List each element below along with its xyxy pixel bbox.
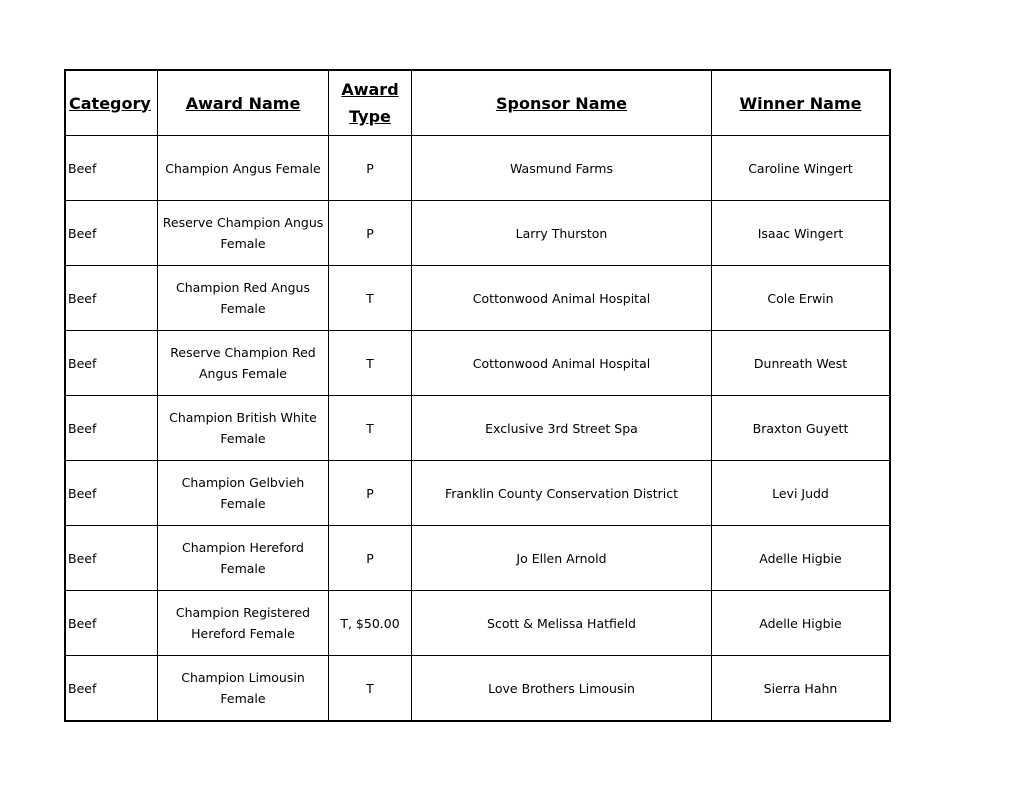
cell-award-name: Champion Limousin Female [158,656,329,721]
cell-winner-name: Levi Judd [712,461,890,526]
cell-award-name: Champion British White Female [158,396,329,461]
table-row [66,461,890,526]
header-winner-name: Winner Name [712,71,890,136]
cell-category: Beef [66,656,158,721]
table-row [66,266,890,331]
cell-category: Beef [66,331,158,396]
cell-winner-name: Braxton Guyett [712,396,890,461]
cell-award-name: Champion Angus Female [158,136,329,201]
cell-award-name: Champion Red Angus Female [158,266,329,331]
table-row [66,201,890,266]
cell-winner-name: Dunreath West [712,331,890,396]
cell-award-type: T [329,266,412,331]
cell-award-name: Champion Gelbvieh Female [158,461,329,526]
cell-sponsor-name: Cottonwood Animal Hospital [412,331,712,396]
cell-award-name: Champion Registered Hereford Female [158,591,329,656]
cell-award-name: Reserve Champion Angus Female [158,201,329,266]
table-row [66,591,890,656]
cell-sponsor-name: Cottonwood Animal Hospital [412,266,712,331]
cell-winner-name: Caroline Wingert [712,136,890,201]
table-row [66,526,890,591]
header-sponsor-name: Sponsor Name [412,71,712,136]
cell-award-type: P [329,461,412,526]
cell-winner-name: Sierra Hahn [712,656,890,721]
cell-award-type: P [329,201,412,266]
cell-award-type: T [329,656,412,721]
cell-award-type: P [329,526,412,591]
cell-sponsor-name: Jo Ellen Arnold [412,526,712,591]
cell-winner-name: Adelle Higbie [712,591,890,656]
cell-winner-name: Adelle Higbie [712,526,890,591]
cell-category: Beef [66,201,158,266]
cell-category: Beef [66,526,158,591]
cell-sponsor-name: Wasmund Farms [412,136,712,201]
cell-sponsor-name: Love Brothers Limousin [412,656,712,721]
cell-award-type: T [329,396,412,461]
cell-sponsor-name: Larry Thurston [412,201,712,266]
cell-category: Beef [66,461,158,526]
cell-award-type: P [329,136,412,201]
cell-award-type: T [329,331,412,396]
header-category: Category [66,71,158,136]
cell-category: Beef [66,591,158,656]
table-row [66,136,890,201]
header-award-type: Award Type [329,71,412,136]
cell-sponsor-name: Scott & Melissa Hatfield [412,591,712,656]
cell-sponsor-name: Exclusive 3rd Street Spa [412,396,712,461]
cell-award-name: Reserve Champion Red Angus Female [158,331,329,396]
cell-winner-name: Isaac Wingert [712,201,890,266]
cell-award-name: Champion Hereford Female [158,526,329,591]
cell-award-type: T, $50.00 [329,591,412,656]
table-row [66,656,890,721]
awards-table-container [65,70,890,721]
cell-winner-name: Cole Erwin [712,266,890,331]
cell-sponsor-name: Franklin County Conservation District [412,461,712,526]
table-row [66,396,890,461]
cell-category: Beef [66,136,158,201]
awards-table [65,70,890,721]
header-award-name: Award Name [158,71,329,136]
table-row [66,331,890,396]
table-header-row [66,71,890,136]
cell-category: Beef [66,396,158,461]
cell-category: Beef [66,266,158,331]
